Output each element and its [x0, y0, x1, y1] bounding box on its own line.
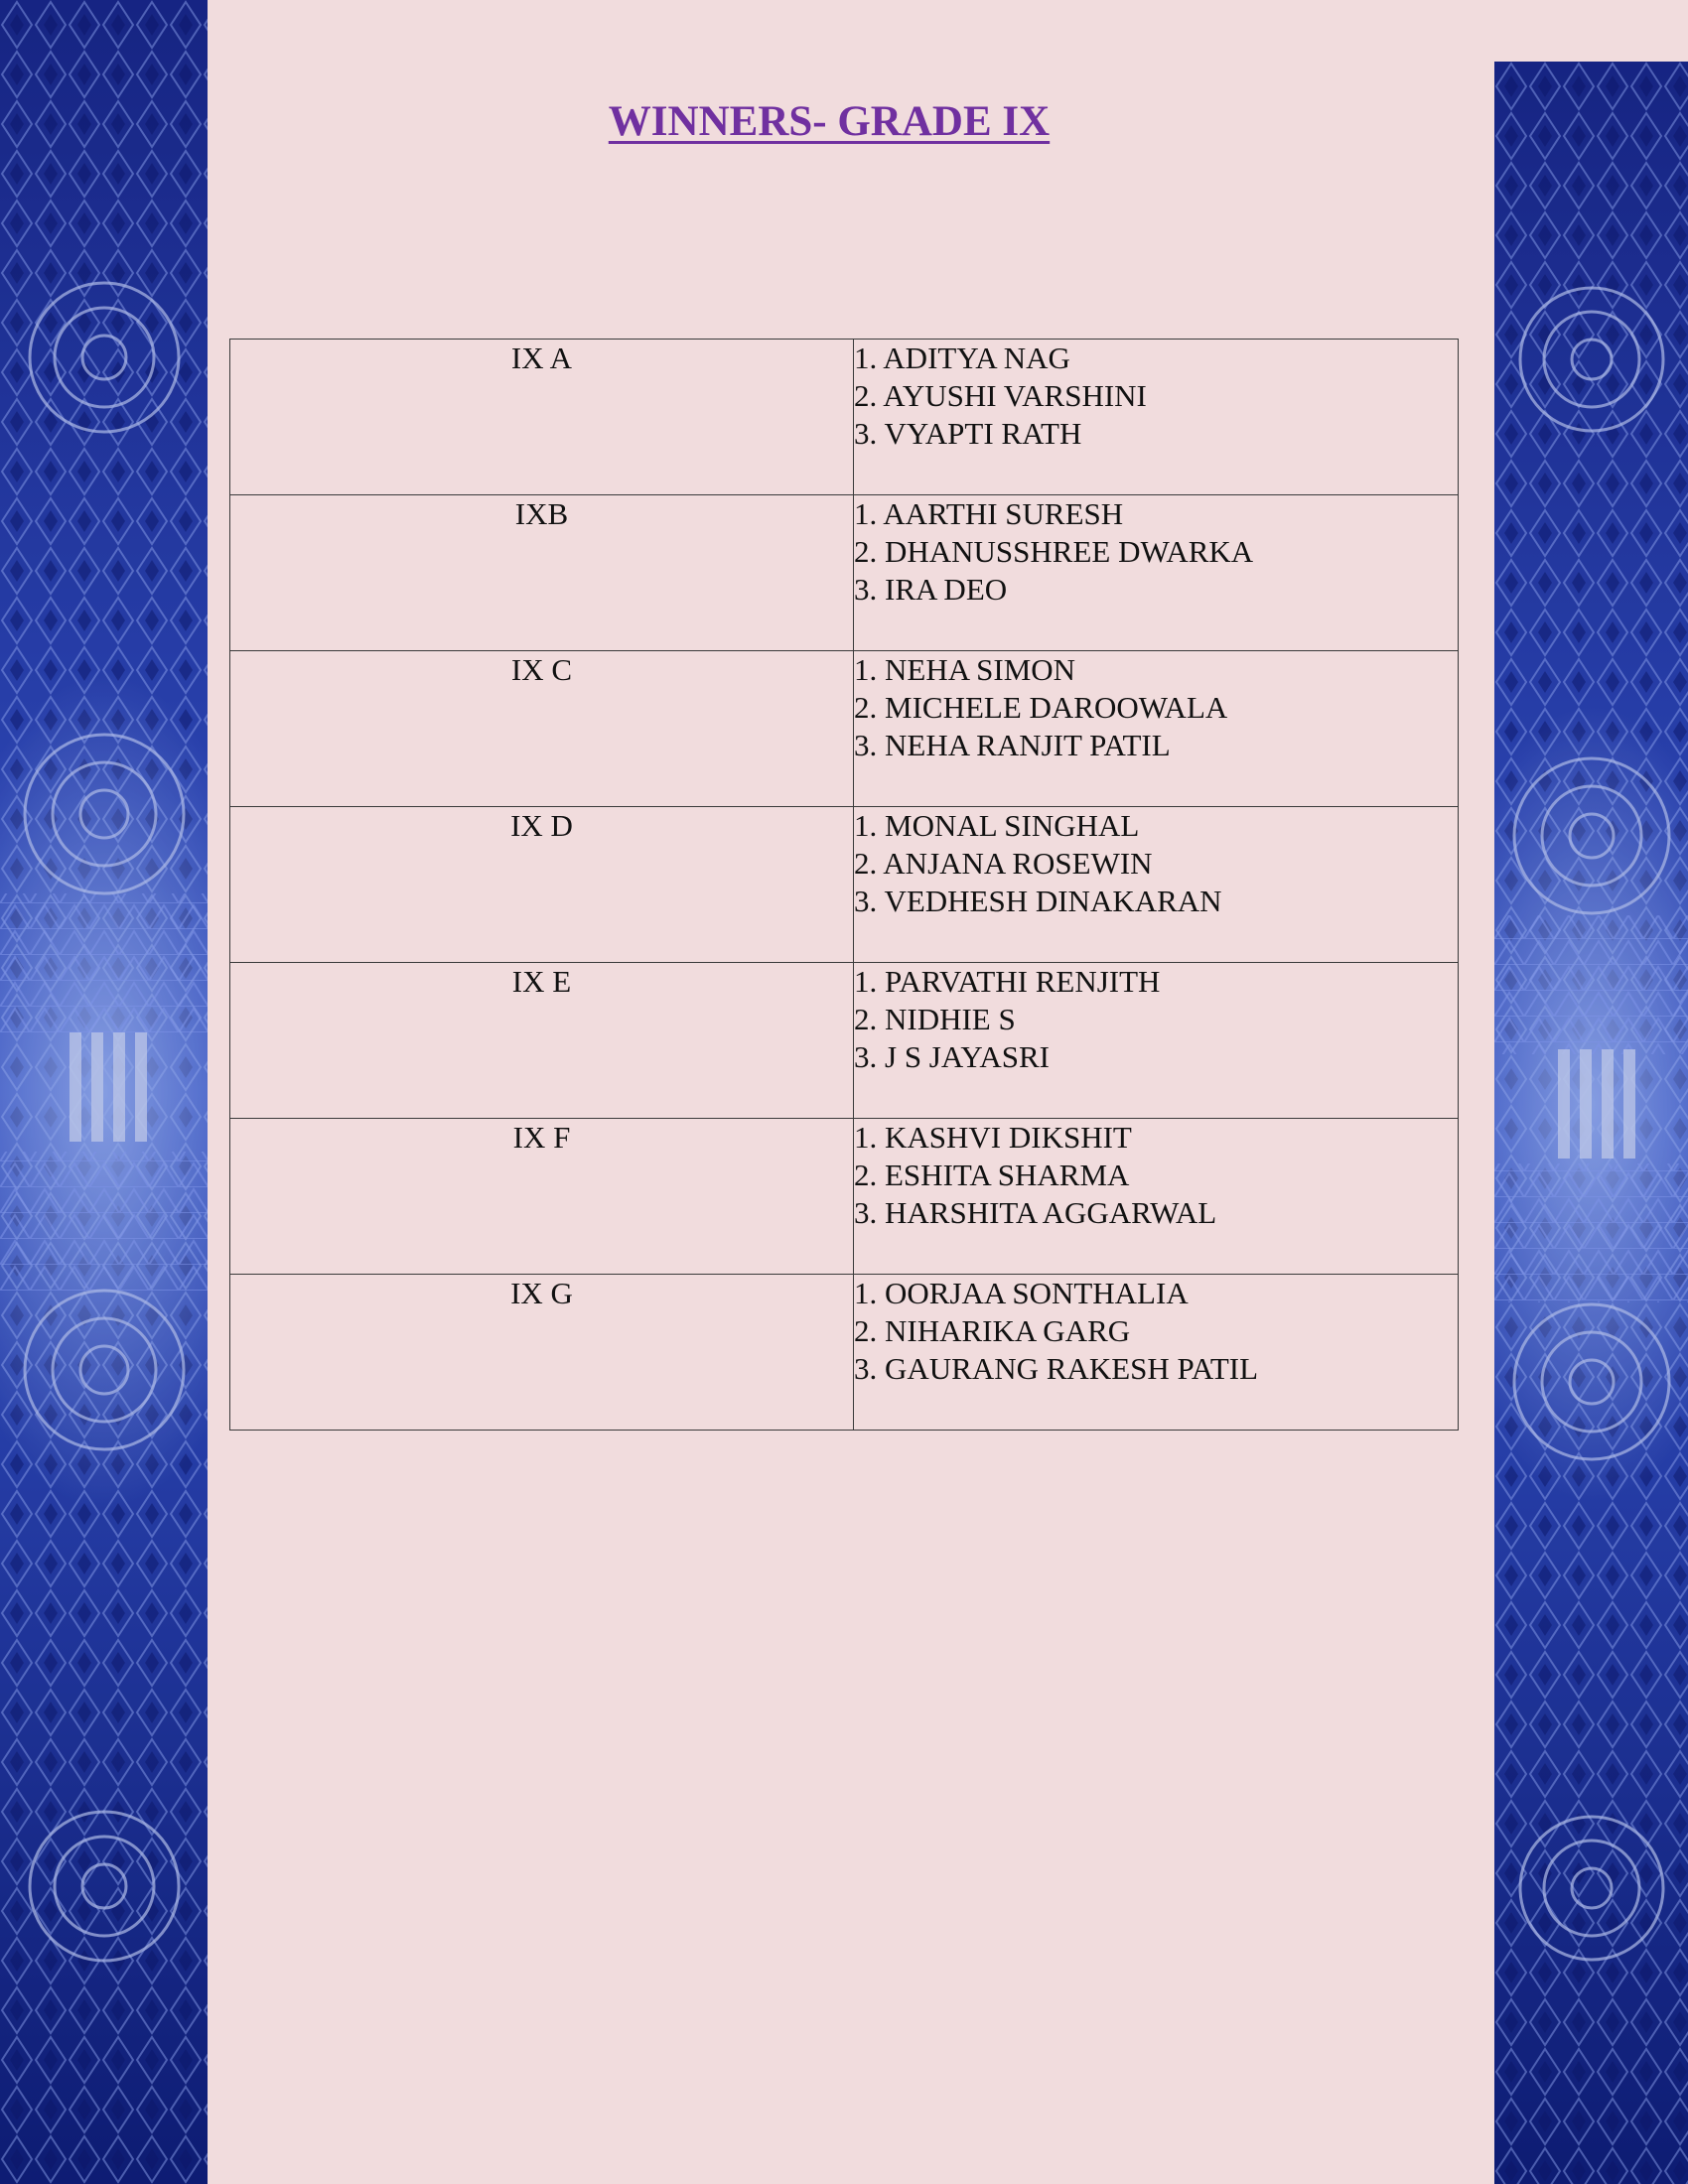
winner-name: 1. NEHA SIMON	[854, 652, 1076, 687]
table-row	[230, 1275, 1459, 1431]
winner-name: 1. KASHVI DIKSHIT	[854, 1120, 1132, 1155]
table-row	[230, 963, 1459, 1119]
winner-name: 3. IRA DEO	[854, 572, 1008, 607]
winner-name: 3. GAURANG RAKESH PATIL	[854, 1351, 1259, 1386]
winner-name: 2. MICHELE DAROOWALA	[854, 690, 1228, 725]
winner-name: 2. ESHITA SHARMA	[854, 1158, 1130, 1192]
table-row	[230, 807, 1459, 963]
winner-name: 3. VYAPTI RATH	[854, 416, 1082, 451]
winner-name: 2. AYUSHI VARSHINI	[854, 378, 1147, 413]
class-section-cell: IX A	[230, 340, 854, 495]
winner-names-cell	[854, 1119, 1459, 1275]
table-row	[230, 495, 1459, 651]
winner-name: 2. NIDHIE S	[854, 1002, 1016, 1036]
winner-name: 1. ADITYA NAG	[854, 341, 1070, 375]
table-row	[230, 651, 1459, 807]
tribal-pattern-image	[1494, 62, 1688, 2184]
winner-names-cell	[854, 340, 1459, 495]
winner-names-cell	[854, 963, 1459, 1119]
winner-name: 1. MONAL SINGHAL	[854, 808, 1140, 843]
winner-names-cell	[854, 495, 1459, 651]
tribal-pattern-image	[0, 0, 208, 2184]
winner-name: 3. J S JAYASRI	[854, 1039, 1050, 1074]
class-section-cell: IX F	[230, 1119, 854, 1275]
winner-name: 1. OORJAA SONTHALIA	[854, 1276, 1189, 1310]
winner-name: 1. PARVATHI RENJITH	[854, 964, 1161, 999]
winners-table-body	[230, 340, 1459, 1431]
winner-names-cell	[854, 1275, 1459, 1431]
winners-table	[229, 339, 1459, 1431]
winner-name: 2. DHANUSSHREE DWARKA	[854, 534, 1254, 569]
class-section-cell: IXB	[230, 495, 854, 651]
winner-name: 1. AARTHI SURESH	[854, 496, 1124, 531]
table-row	[230, 340, 1459, 495]
winner-name: 2. NIHARIKA GARG	[854, 1313, 1131, 1348]
table-row	[230, 1119, 1459, 1275]
class-section-cell: IX C	[230, 651, 854, 807]
winner-name: 3. HARSHITA AGGARWAL	[854, 1195, 1217, 1230]
class-section-cell: IX G	[230, 1275, 854, 1431]
class-section-cell: IX E	[230, 963, 854, 1119]
class-section-cell: IX D	[230, 807, 854, 963]
winner-name: 3. VEDHESH DINAKARAN	[854, 884, 1222, 918]
left-decorative-band	[0, 0, 208, 2184]
winner-name: 2. ANJANA ROSEWIN	[854, 846, 1153, 881]
winner-names-cell	[854, 651, 1459, 807]
right-decorative-band	[1494, 62, 1688, 2184]
page-title: WINNERS- GRADE IX	[608, 98, 1051, 145]
winner-name: 3. NEHA RANJIT PATIL	[854, 728, 1171, 762]
winner-names-cell	[854, 807, 1459, 963]
